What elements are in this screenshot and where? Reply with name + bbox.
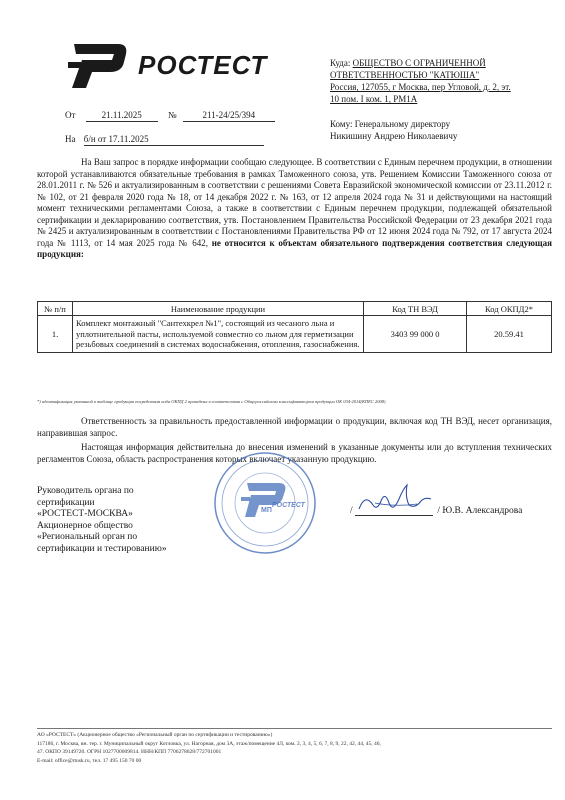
letter-number: 211-24/25/394 [183,109,275,122]
responsibility-paragraph [37,416,552,439]
intro-text: На Ваш запрос в порядке информации сообщаю следующее. В соответствии с Единым перечнем продукции, в отношении которой устанавливаются обязательные требования в рамках Таможенного союза, утв. Решением Комиссии Таможенного союза от 28.01.2011 г. № 526 и актуализированным в соответствии с решениями Совета Евразийской экономической комиссии от 23.11.2012 г. № 102, от 21 февраля 2020 года № 18, от 14 декабря 2022 г. № 163, от 12 апреля 2024 года № 31 и действующими на настоящий момент техническими регламентами Союза, а также в соответствии с Единым перечнем продукции, подлежащей обязательной сертификации и декларированию соответствия, утв. Постановлением Правительства Российской Федерации от 23 декабря 2021 года № 2425 и актуализированным в соответствии с Постановлениями Правительства РФ от 12 июня 2024 года № 792, от 17 августа 2024 года № 1113, от 14 мая 2025 года № 642, [37,157,552,248]
signatory-line-2: сертификации [37,497,95,508]
row-product-name: Комплект монтажный "Сантехкрел №1", состоящий из чесаного льна и уплотнительной пасты, используемой совместно со льном для герметизации резьбовых соединений в системах водоснабжения, отопления, газоснабжения. [73,316,364,353]
recipient-address-1: Россия, 127055, г Москва, пер Угловой, д. 2, эт. [330,82,511,92]
signatory-line-6: сертификации и тестированию» [37,543,167,554]
responsibility-text: Ответственность за правильность предоставленной информации о продукции, включая код ТН ВЭД, несет организация, направившая запрос. [37,416,552,438]
reference-value: б/н от 17.11.2025 [84,133,264,146]
footer-line-1: АО «РОСТЕСТ» (Акционерное общество «Региональный орган по сертификации и тестированию») [37,732,273,738]
signature-line [350,503,522,516]
row-okpd2-code: 20.59.41 [467,316,552,353]
ref-label: На [65,134,76,144]
letter-date: 21.11.2025 [86,109,158,122]
letter-date-row [65,109,275,122]
stamp-seal-icon [213,451,317,555]
addressee-block [330,118,457,142]
signer-name: / Ю.В. Александрова [437,506,523,516]
signatory-position [37,486,217,555]
recipient-address-2: 10 пом. I ком. 1, РМ1А [330,94,418,104]
validity-text: Настоящая информация действительна до внесения изменений в указанные документы или до вступления технических регламентов Союза, область распространения которых включает указанную продукцию. [37,442,552,464]
recipient-block [330,57,555,105]
page-footer [37,728,552,765]
row-num: 1. [38,316,73,353]
signatory-line-4: Акционерное общество [37,520,133,531]
number-label: № [167,110,177,120]
col-header-okpd2: Код ОКПД2* [467,302,552,316]
addressee-position: Кому: Генеральному директору [330,119,451,129]
sign-prefix: / [350,506,353,516]
product-table [37,301,552,353]
reference-row [65,133,264,146]
row-tnved-code: 3403 99 000 0 [364,316,467,353]
footer-line-2: 117186, г. Москва, вн. тер. г. Муниципальный округ Котловка, ул. Нагорная, дом 3А, этаж/помещение 4Л, ком. 2, 3, 4, 5, 6, 7, 8, 9, 22, 42, 44, 45, 46, [37,740,381,747]
footer-line-4: E-mail: office@rtusk.ru, тел. 17 495 150 70 00 [37,757,142,764]
table-row [38,316,552,353]
col-header-num: № п/п [38,302,73,316]
intro-bold-text: не относится к объектам обязательного подтверждения соответствия следующая продукция: [37,237,553,259]
intro-paragraph [37,157,552,261]
from-label: От [65,110,76,120]
addressee-name: Никишину Андрею Николаевичу [330,131,458,141]
col-header-tnved: Код ТН ВЭД [364,302,467,316]
signatory-line-3: «РОСТЕСТ-МОСКВА» [37,509,133,519]
company-logo [68,40,278,92]
handwritten-signature [355,503,433,516]
table-header-row [38,302,552,316]
signatory-line-5: «Региональный орган по [37,532,138,542]
footnote: *) идентификация указанной в таблице продукции посредством кода ОКПД 2 приведена в соответствии с Общероссийским классификатором продукции ОК 034-2014(КПЕС 2008) [37,399,386,404]
recipient-org-name: ОБЩЕСТВО С ОГРАНИЧЕННОЙ ОТВЕТСТВЕННОСТЬЮ "КАТЮША" [330,58,486,80]
footer-line-3: 47. ОКПО 39149720. ОГРН 1027700009814. ИНН/КПП 7706278628/772701001 [37,749,222,755]
stamp-label: МП [261,507,272,514]
brand-name: РОСТЕСТ [138,50,268,80]
to-label: Куда: [330,58,351,68]
svg-text:РОСТЕСТ: РОСТЕСТ [272,502,305,509]
signature-scribble-icon [355,483,435,515]
col-header-name: Наименование продукции [73,302,364,316]
signatory-line-1: Руководитель органа по [37,486,134,496]
rostest-logo-icon [68,40,130,92]
official-stamp [213,451,317,555]
